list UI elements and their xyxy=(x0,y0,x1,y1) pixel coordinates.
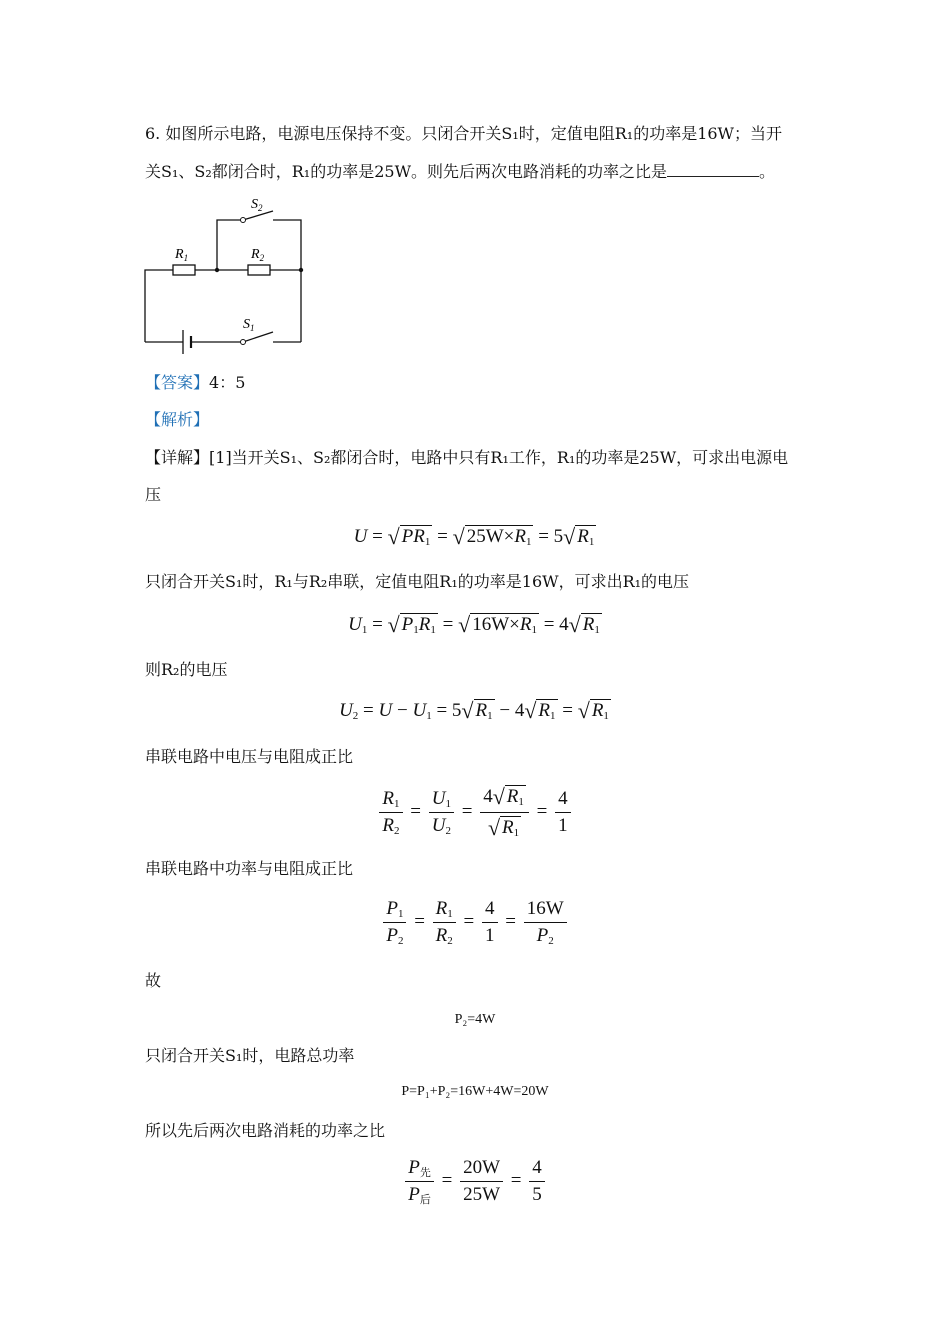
detail-sentence-8: 只闭合开关S₁时，电路总功率 xyxy=(145,1046,355,1065)
detail-text-1: [1]当开关S₁、S₂都闭合时，电路中只有R₁工作，R₁的功率是25W，可求出电源电 xyxy=(209,448,789,467)
answer-tag: 【答案】 xyxy=(145,373,210,392)
equation-final-ratio: $\frac{P_先}{P_后}$ = $\frac{20W}{25W}$ = $\frac{4}{5}$ xyxy=(0,1157,950,1206)
detail-text-7 xyxy=(145,971,161,991)
analysis-tag: 【解析】 xyxy=(145,410,210,429)
eq5-num: 4 xyxy=(482,898,498,923)
circuit-diagram xyxy=(135,192,315,362)
eq2-power: 16W xyxy=(472,614,510,635)
question-line-1 xyxy=(145,124,782,144)
detail-text-3 xyxy=(145,572,689,592)
eq6-sub-hou: 后 xyxy=(419,1194,431,1206)
eq6-sub-xian: 先 xyxy=(419,1167,431,1179)
detail-sentence-5: 串联电路中电压与电阻成正比 xyxy=(145,747,354,766)
eq6-num-4: 4 xyxy=(529,1157,545,1182)
equation-ratio-p: $\frac{P_1}{P_2}$ = $\frac{R_1}{R_2}$ = $\frac{4}{1}$ = $\frac{16W}{P_2}$ xyxy=(0,898,950,947)
eq-p-text: P=P₁+P₂=16W+4W=20W xyxy=(401,1084,549,1099)
question-text-1: 6. 如图所示电路，电源电压保持不变。只闭合开关S₁时，定值电阻R₁的功率是16W；当开 xyxy=(145,124,782,143)
eq5-den: 1 xyxy=(485,925,495,946)
detail-text-9 xyxy=(145,1121,385,1141)
equation-u1: $U_1$ = √ $P_1R_1$ = √ $16W\times R_1 = 4√$ $R_1$ xyxy=(348,612,600,637)
detail-sentence-3: 只闭合开关S₁时，R₁与R₂串联，定值电阻R₁的功率是16W，可求出R₁的电压 xyxy=(145,572,690,591)
resistor-r2 xyxy=(248,265,270,275)
question-text-2: 关S₁、S₂都闭合时，R₁的功率是25W。则先后两次电路消耗的功率之比是 xyxy=(145,162,668,181)
eq2-coef: 4 xyxy=(559,614,569,635)
equation-u2: $U_2 = U - U_1 = 5√$ $R_1 - 4√$ $R_1$ = √ $R_1$ xyxy=(339,698,609,723)
answer-line xyxy=(145,373,245,393)
answer-value: 4：5 xyxy=(209,373,246,392)
question-text-2-end: 。 xyxy=(759,162,776,181)
question-line-2 xyxy=(145,161,775,182)
switch-s1-contact xyxy=(241,340,246,345)
detail-text-5 xyxy=(145,747,353,767)
label-r2: $R_2$ xyxy=(251,247,265,263)
detail-text-4 xyxy=(145,660,227,680)
equation-p-total xyxy=(0,1084,950,1100)
detail-text-6 xyxy=(145,859,353,879)
wire-s2-right xyxy=(273,220,301,342)
label-s2: $S_2$ xyxy=(251,197,263,213)
junction-right xyxy=(299,268,303,272)
equation-ratio-r: $\frac{R_1}{R_2}$ = $\frac{U_1}{U_2}$ = $\frac{4√ R_1}{√ R_1}$ = $\frac{4}{1}$ xyxy=(0,784,950,841)
eq-p2-text: P₂=4W xyxy=(454,1012,496,1027)
detail-sentence-4: 则R₂的电压 xyxy=(145,660,228,679)
label-s1: $S_1$ xyxy=(243,317,255,333)
detail-line-1 xyxy=(145,448,788,468)
detail-sentence-7: 故 xyxy=(145,971,162,990)
resistor-r1 xyxy=(173,265,195,275)
eq6-num-20: 20W xyxy=(460,1157,503,1182)
eq6-den-5: 5 xyxy=(532,1184,542,1205)
junction-left xyxy=(215,268,219,272)
eq4-coef: 4 xyxy=(483,786,493,807)
detail-text-8 xyxy=(145,1046,354,1066)
eq5-power: 16W xyxy=(524,898,567,923)
detail-tag: 【详解】 xyxy=(145,448,210,467)
detail-line-2 xyxy=(145,485,161,505)
equation-u: U = √ $PR_1$ = √ $25W\times R_1 = 5√$ $R_1$ xyxy=(353,524,595,549)
switch-s1-blade xyxy=(243,332,273,342)
eq6-den-25: 25W xyxy=(463,1184,501,1205)
detail-sentence-9: 所以先后两次电路消耗的功率之比 xyxy=(145,1121,386,1140)
answer-blank xyxy=(667,161,759,177)
label-r1: $R_1$ xyxy=(175,247,189,263)
eq1-power: 25W xyxy=(466,526,504,547)
analysis-line xyxy=(145,410,209,430)
detail-sentence-6: 串联电路中功率与电阻成正比 xyxy=(145,859,354,878)
eq1-coef: 5 xyxy=(553,526,564,547)
equation-p2 xyxy=(0,1012,950,1028)
detail-text-2: 压 xyxy=(145,485,162,504)
wire-s2-left xyxy=(217,220,243,270)
wire-left xyxy=(145,270,173,342)
switch-s2-contact xyxy=(241,218,246,223)
eq4-den: 1 xyxy=(558,815,568,836)
